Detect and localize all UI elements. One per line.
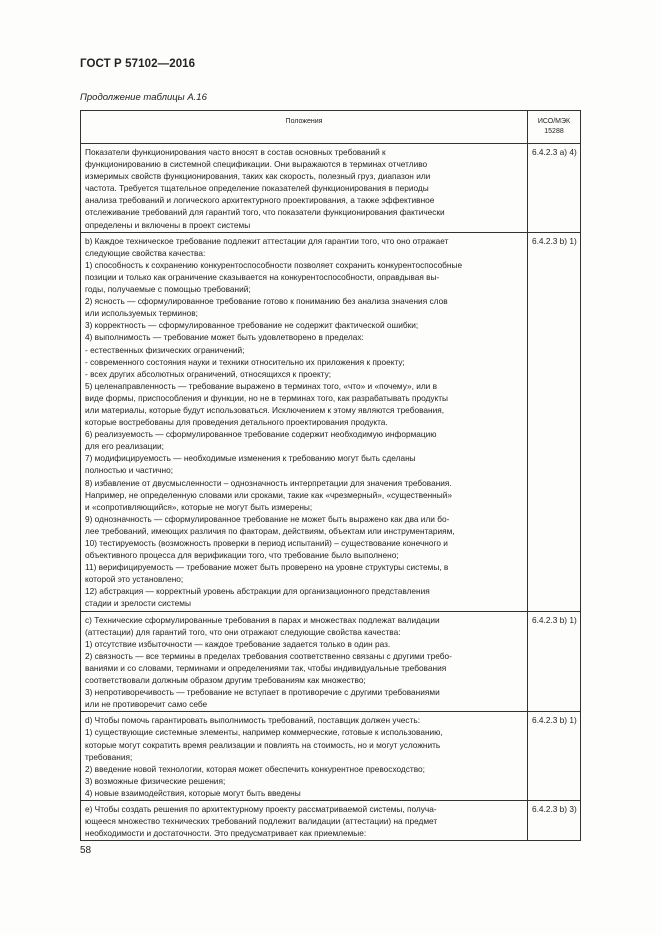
table-row xyxy=(81,800,581,840)
provision-line: 3) возможные физические решения; xyxy=(85,775,226,786)
provision-line: 2) ясность — сформулированное требование готово к пониманию без анализа значения слов xyxy=(85,296,448,307)
provision-line: 2) связность — все термины в пределах требования соответственно связаны с другими требо- xyxy=(85,650,452,661)
provision-line: 1) отсутствие избыточности — каждое требование задается только в один раз. xyxy=(85,638,391,649)
table-caption: Продолжение таблицы А.16 xyxy=(80,92,207,103)
provision-line: и «сопротивляющийся», которые не могут быть измерены; xyxy=(85,501,313,512)
provision-line: позиции и только как ограничение сказывается на конкурентоспособности, оправдывая вы- xyxy=(85,271,440,282)
provision-line: 1) существующие системные элементы, например коммерческие, готовые к использованию, xyxy=(85,727,443,738)
provision-line: соответствовали должным образом другим требованиям как множество; xyxy=(85,675,366,686)
provision-line: c) Технические сформулированные требования в парах и множествах подлежат валидации xyxy=(85,614,440,625)
table-row xyxy=(81,232,581,611)
provision-line: или не противоречит само себе xyxy=(85,699,208,710)
standard-reference-cell: 6.4.2.3 а) 4) xyxy=(528,144,581,233)
provision-line: 3) непротиворечивость — требование не вступает в противоречие с другими требованиями xyxy=(85,687,440,698)
provision-line: необходимости и достаточности. Это предусматривает как приемлемые: xyxy=(85,828,367,839)
standard-reference-cell: 6.4.2.3 b) 1) xyxy=(528,232,581,611)
provision-line: d) Чтобы помочь гарантировать выполнимость требований, поставщик должен учесть: xyxy=(85,715,421,726)
provision-line: анализа требований и логического архитектурного проектирования, а также эффективное xyxy=(85,195,435,206)
table-row xyxy=(81,712,581,801)
provision-line: стадии и зрелости системы xyxy=(85,598,191,609)
provision-line: e) Чтобы создать решения по архитектурному проекту рассматриваемой системы, получа- xyxy=(85,803,437,814)
provision-line: годы, получаемые с помощью требований; xyxy=(85,284,251,295)
provision-cell xyxy=(81,712,528,801)
provision-line: - всех других абсолютных ограничений, относящихся к проекту; xyxy=(85,368,332,379)
document-header: ГОСТ Р 57102—2016 xyxy=(80,58,196,70)
provision-cell xyxy=(81,800,528,840)
provision-line: 6) реализуемость — сформулированное требование содержит необходимую информацию xyxy=(85,429,437,440)
provision-line: 12) абстракция — корректный уровень абстракции для организационного представления xyxy=(85,586,430,597)
provision-line: ющееся множество технических требований подлежит валидации (аттестации) на предмет xyxy=(85,816,438,827)
provision-line: 2) введение новой технологии, которая может обеспечить конкурентное превосходство; xyxy=(85,763,425,774)
provision-line: которой это установлено; xyxy=(85,574,184,585)
provision-cell xyxy=(81,232,528,611)
provision-line: ваниями и со словами, терминами и определениями так, чтобы индивидуальные требования xyxy=(85,662,447,673)
provision-line: определены и включены в проект системы xyxy=(85,219,251,230)
provision-line: или используемых терминов; xyxy=(85,308,198,319)
provision-line: 11) верифицируемость — требование может быть проверено на уровне структуры системы, в xyxy=(85,562,449,573)
provision-line: 10) тестируемость (возможность проверки в период испытаний) – существование конечного и xyxy=(85,538,448,548)
provision-line: 4) выполнимость — требование может быть удовлетворено в пределах: xyxy=(85,332,364,343)
provision-line: (аттестации) для гарантий того, что они отражают следующие свойства качества: xyxy=(85,626,401,637)
table-header-row xyxy=(81,111,581,144)
provision-line: 5) целенаправленность — требование выражено в терминах того, «что» и «почему», или в xyxy=(85,380,438,391)
provision-line: измеримых свойств функционирования, таких как скорость, полезный груз, диапазон или xyxy=(85,171,431,182)
provision-line: - естественных физических ограничений; xyxy=(85,344,245,355)
page-number: 58 xyxy=(80,845,92,856)
provision-line: Показатели функционирования часто вносят в состав основных требований к xyxy=(85,147,386,157)
provision-line: функционированию в системной спецификации. Они выражаются в терминах отчетливо xyxy=(85,159,428,170)
provision-line: следующие свойства качества: xyxy=(85,247,206,258)
provision-line: 9) однозначность — сформулированное требование не может быть выражено как два или бо- xyxy=(85,513,450,524)
provision-line: требования; xyxy=(85,751,133,762)
provision-line: отслеживание требований для гарантий того, что показатели функционирования фактически xyxy=(85,207,445,218)
standard-reference-cell: 6.4.2.3 b) 1) xyxy=(528,712,581,801)
column-header-standard: ИСО/МЭК 15288 xyxy=(528,111,581,144)
table-row xyxy=(81,611,581,712)
column-header-provisions: Положения xyxy=(81,111,528,144)
provision-line: частота. Требуется тщательное определение показателей функционирования в периоды xyxy=(85,183,429,194)
provision-line: объективного процесса для верификации того, что требование было выполнено; xyxy=(85,550,399,561)
provision-line: 1) способность к сохранению конкурентоспособности позволяет сохранить конкурентоспособные xyxy=(85,259,463,270)
provision-line: 3) корректность — сформулированное требование не содержит фактической ошибки; xyxy=(85,320,419,331)
provision-line: которые востребованы для проведения детального проектирования продукта. xyxy=(85,417,388,428)
provision-line: для его реализации; xyxy=(85,441,164,452)
provision-line: или материалы, которые будут использоваться. Исключением к этому являются требования, xyxy=(85,404,445,415)
standard-reference-cell: 6.4.2.3 b) 3) xyxy=(528,800,581,840)
provision-line: лее требований, имеющих различия по факторам, действиям, объектам или инструментариям, xyxy=(85,525,455,536)
table-body xyxy=(81,144,581,841)
provision-line: которые могут сократить время реализации и повлиять на стоимость, но и могут усложнить xyxy=(85,739,441,750)
provision-line: Например, не определенную словами или сроками, такие как «чрезмерный», «существенный» xyxy=(85,489,452,500)
provision-line: - современного состояния науки и техники относительно их приложения к проекту; xyxy=(85,356,405,367)
standard-reference-cell: 6.4.2.3 b) 1) xyxy=(528,611,581,712)
provision-line: 4) новые взаимодействия, которые могут быть введены xyxy=(85,787,301,798)
provision-cell xyxy=(81,144,528,233)
provisions-table xyxy=(80,110,581,841)
provision-line: b) Каждое техническое требование подлежит аттестации для гарантии того, что оно отражает xyxy=(85,235,449,246)
provision-line: полностью и частично; xyxy=(85,465,174,476)
table-row xyxy=(81,144,581,233)
provision-line: 7) модифицируемость — необходимые изменения к требованию могут быть сделаны xyxy=(85,453,416,464)
provision-line: виде формы, приспособления и функции, но не в терминах того, как разрабатывать продукты xyxy=(85,392,449,403)
provision-cell xyxy=(81,611,528,712)
provision-line: 8) избавление от двусмысленности – однозначность интерпретации для значения требования. xyxy=(85,477,452,488)
